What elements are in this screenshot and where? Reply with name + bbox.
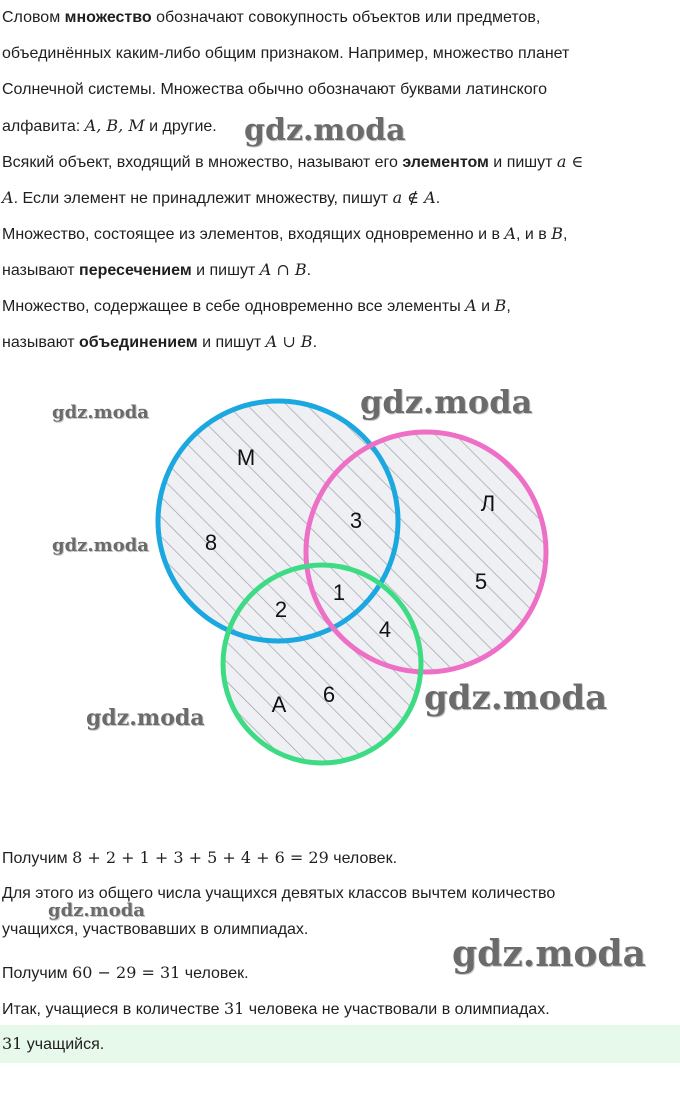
text: . — [312, 334, 318, 351]
text: , и в — [516, 226, 552, 243]
answer-label: учащийся. — [22, 1036, 105, 1053]
text: и — [476, 298, 495, 315]
text: и пишут — [488, 154, 557, 171]
math: 8 + 2 + 1 + 3 + 5 + 4 + 6 = 29 — [72, 848, 329, 867]
math: B — [551, 224, 563, 243]
math: A ∩ B — [259, 260, 307, 279]
text: , — [563, 226, 568, 243]
text: и пишут — [191, 262, 260, 279]
region-only-m: 8 — [204, 530, 218, 555]
text: учащихся, участвовавших в олимпиадах. — [2, 921, 309, 938]
text: Итак, учащиеся в количестве — [2, 1001, 224, 1018]
solution-line-explain-2 — [2, 919, 308, 941]
watermark: gdz.moda — [424, 678, 608, 718]
text: Множество, состоящее из элементов, входящих одновременно и в — [2, 226, 505, 243]
text: Получим — [2, 850, 73, 867]
answer-box — [0, 1025, 680, 1063]
text: Солнечной системы. Множества обычно обозначают буквами латинского — [2, 81, 548, 98]
text: Для этого из общего числа учащихся девятых классов вычтем количество — [2, 885, 556, 902]
math: 31 — [223, 999, 245, 1018]
math: 60 − 29 = 31 — [72, 963, 181, 982]
text: Словом — [2, 9, 65, 26]
math: A, B, M — [84, 116, 145, 135]
math: a ∈ — [556, 152, 584, 171]
text: обозначают совокупность объектов или предметов, — [151, 9, 541, 26]
text: объединённых каким-либо общим признаком. Например, множество планет — [2, 45, 570, 62]
term-element: элементом — [402, 154, 489, 171]
text: человека не участвовали в олимпиадах. — [244, 1001, 550, 1018]
text: человек. — [328, 850, 398, 867]
term-intersection: пересечением — [79, 262, 192, 279]
solution-line-sum — [2, 847, 397, 870]
math: A — [465, 296, 477, 315]
math: a ∉ A — [392, 188, 436, 207]
watermark: gdz.moda — [52, 535, 149, 556]
math: A — [504, 224, 517, 243]
region-only-a: 6 — [322, 682, 336, 707]
text: и другие. — [144, 118, 217, 135]
text: Множество, содержащее в себе одновременно все элементы — [2, 298, 466, 315]
watermark: gdz.moda — [48, 900, 145, 921]
text: Получим — [2, 965, 73, 982]
label-l: Л — [480, 491, 496, 516]
label-a: А — [271, 692, 287, 717]
solution-line-difference — [2, 962, 249, 985]
watermark: gdz.moda — [52, 402, 149, 423]
watermark: gdz.moda — [452, 933, 646, 975]
answer-text — [2, 1033, 104, 1056]
text: и пишут — [197, 334, 266, 351]
math: A — [2, 188, 14, 207]
region-only-l: 5 — [474, 569, 488, 594]
text: человек. — [180, 965, 249, 982]
math: A ∪ B — [265, 332, 313, 351]
watermark: gdz.moda — [86, 705, 205, 731]
text: . — [306, 262, 312, 279]
label-m: М — [236, 445, 256, 470]
region-m-l: 3 — [349, 508, 363, 533]
text: . — [435, 190, 441, 207]
term-union: объединением — [79, 334, 198, 351]
answer-number: 31 — [2, 1034, 23, 1053]
term-set: множество — [64, 9, 152, 26]
text: алфавита: — [2, 118, 85, 135]
region-l-a: 4 — [378, 617, 392, 642]
region-all-three: 1 — [332, 580, 346, 605]
text: называют — [2, 334, 80, 351]
region-m-a: 2 — [274, 597, 288, 622]
text: Всякий объект, входящий в множество, называют его — [2, 154, 403, 171]
watermark: gdz.moda — [244, 113, 406, 148]
text: называют — [2, 262, 80, 279]
math: B — [494, 296, 507, 315]
solution-line-conclusion — [2, 998, 550, 1021]
text: . Если элемент не принадлежит множеству, пишут — [13, 190, 393, 207]
watermark: gdz.moda — [360, 383, 533, 421]
text: , — [506, 298, 511, 315]
